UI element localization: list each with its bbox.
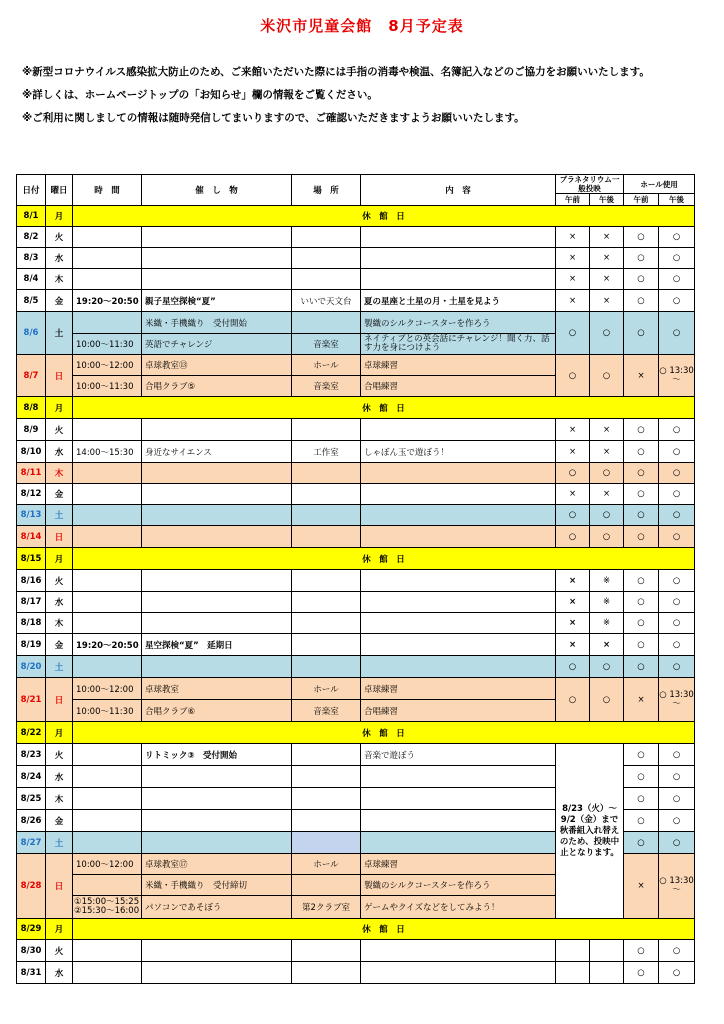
- weekday-cell: 木: [46, 788, 73, 810]
- header-weekday: 曜日: [46, 175, 73, 206]
- header-content: 内 容: [361, 175, 556, 206]
- date-cell: 8/21: [17, 678, 46, 722]
- content-cell: 合唱練習: [361, 700, 556, 722]
- mark-cell: ×: [556, 634, 590, 656]
- date-cell: 8/15: [17, 548, 46, 570]
- weekday-cell: 火: [46, 227, 73, 248]
- table-row: [17, 526, 695, 548]
- mark-cell: ○: [624, 463, 659, 484]
- date-cell: 8/16: [17, 570, 46, 592]
- mark-cell: ○: [659, 962, 695, 984]
- event-cell: 卓球教室⑬: [142, 355, 292, 376]
- time-cell: 10:00～11:30: [73, 700, 142, 722]
- weekday-cell: 金: [46, 810, 73, 832]
- mark-cell: ○: [556, 312, 590, 355]
- notice-2: ※詳しくは、ホームページトップの「お知らせ」欄の情報をご覧ください。: [22, 89, 378, 101]
- weekday-cell: 土: [46, 312, 73, 355]
- weekday-cell: 水: [46, 441, 73, 463]
- place-cell: いいで天文台: [292, 290, 361, 312]
- weekday-cell: 月: [46, 548, 73, 570]
- mark-cell: ○: [624, 269, 659, 290]
- mark-cell: ○: [556, 656, 590, 678]
- event-cell: 身近なサイエンス: [142, 441, 292, 463]
- mark-cell: ○: [659, 810, 695, 832]
- mark-cell: ○: [624, 634, 659, 656]
- weekday-cell: 水: [46, 592, 73, 613]
- header-hall-pm: 午後: [659, 194, 695, 206]
- mark-cell: ○: [624, 656, 659, 678]
- table-row: [17, 940, 695, 962]
- header-row: [17, 175, 695, 194]
- mark-cell: ○: [624, 940, 659, 962]
- date-cell: 8/4: [17, 269, 46, 290]
- mark-cell: ○: [624, 592, 659, 613]
- mark-cell: ○: [659, 441, 695, 463]
- place-cell: 音楽室: [292, 334, 361, 355]
- mark-cell: ×: [590, 227, 624, 248]
- mark-cell: ○: [624, 419, 659, 441]
- date-cell: 8/7: [17, 355, 46, 397]
- weekday-cell: 月: [46, 397, 73, 419]
- date-cell: 8/17: [17, 592, 46, 613]
- date-cell: 8/1: [17, 206, 46, 227]
- time-slot-2: ②15:30～16:00: [74, 906, 140, 916]
- event-cell: 合唱クラブ⑤: [142, 376, 292, 397]
- weekday-cell: 金: [46, 634, 73, 656]
- table-row: [17, 484, 695, 505]
- table-row: [17, 919, 695, 940]
- date-cell: 8/10: [17, 441, 46, 463]
- table-row: [17, 397, 695, 419]
- mark-cell: ×: [590, 419, 624, 441]
- mark-cell: ○: [556, 463, 590, 484]
- table-row: [17, 227, 695, 248]
- content-cell: 卓球練習: [361, 355, 556, 376]
- header-planetarium: プラネタリウム一般投映: [556, 175, 624, 194]
- table-row: [17, 613, 695, 634]
- mark-cell: ○: [659, 744, 695, 766]
- table-row: [17, 744, 695, 766]
- mark-cell: ○: [659, 269, 695, 290]
- content-cell: 音楽で遊ぼう: [361, 744, 556, 766]
- mark-cell: ×: [556, 227, 590, 248]
- mark-cell: ○: [556, 678, 590, 722]
- place-cell: ホール: [292, 355, 361, 376]
- closed-cell: 休 館 日: [73, 919, 695, 940]
- date-cell: 8/25: [17, 788, 46, 810]
- table-row: [17, 269, 695, 290]
- date-cell: 8/28: [17, 854, 46, 919]
- weekday-cell: 金: [46, 290, 73, 312]
- planetarium-note: 8/23（火）～9/2（金）まで秋番組入れ替えのため、投映中止となります。: [556, 744, 624, 919]
- hall-1330-cell: ○ 13:30 ～: [659, 678, 695, 722]
- header-hall: ホール使用: [624, 175, 695, 194]
- mark-cell: ○: [556, 526, 590, 548]
- date-cell: 8/26: [17, 810, 46, 832]
- mark-cell: ○: [659, 484, 695, 505]
- mark-cell: ○: [659, 290, 695, 312]
- table-row: [17, 570, 695, 592]
- event-cell: 米織・手機織り 受付締切: [142, 875, 292, 896]
- weekday-cell: 月: [46, 919, 73, 940]
- page-title: 米沢市児童会館 8月予定表: [260, 17, 464, 35]
- date-cell: 8/29: [17, 919, 46, 940]
- weekday-cell: 水: [46, 962, 73, 984]
- date-cell: 8/14: [17, 526, 46, 548]
- date-cell: 8/6: [17, 312, 46, 355]
- time-slot-1: ①15:00～15:25: [74, 897, 140, 907]
- mark-cell: ×: [556, 570, 590, 592]
- place-cell: ホール: [292, 854, 361, 875]
- mark-cell: ○: [659, 570, 695, 592]
- mark-cell: ×: [590, 484, 624, 505]
- mark-cell: ○: [624, 613, 659, 634]
- mark-cell: ※: [590, 570, 624, 592]
- time-cell: 10:00～11:30: [73, 376, 142, 397]
- place-cell: 工作室: [292, 441, 361, 463]
- mark-cell: ×: [624, 355, 659, 397]
- table-row: [17, 355, 695, 376]
- header-plan-am: 午前: [556, 194, 590, 206]
- mark-cell: ○: [624, 312, 659, 355]
- closed-cell: 休 館 日: [73, 397, 695, 419]
- mark-cell: ※: [590, 592, 624, 613]
- mark-cell: ○: [590, 505, 624, 526]
- date-cell: 8/31: [17, 962, 46, 984]
- content-cell: ゲームやクイズなどをしてみよう！: [361, 896, 556, 919]
- event-cell: 英語でチャレンジ: [142, 334, 292, 355]
- weekday-cell: 火: [46, 419, 73, 441]
- weekday-cell: 土: [46, 832, 73, 854]
- weekday-cell: 日: [46, 854, 73, 919]
- content-cell: 合唱練習: [361, 376, 556, 397]
- event-cell: 卓球教室: [142, 678, 292, 700]
- time-cell: 19:20～20:50: [73, 634, 142, 656]
- date-cell: 8/2: [17, 227, 46, 248]
- schedule-table: [16, 174, 695, 984]
- mark-cell: ○: [659, 248, 695, 269]
- notice-1: ※新型コロナウイルス感染拡大防止のため、ご来館いただいた際には手指の消毒や検温、名簿記入などのご協力をお願いいたします。: [22, 66, 650, 78]
- time-cell: 10:00～12:00: [73, 854, 142, 875]
- weekday-cell: 月: [46, 206, 73, 227]
- content-cell: 卓球練習: [361, 854, 556, 875]
- mark-cell: ×: [556, 269, 590, 290]
- header-date: 日付: [17, 175, 46, 206]
- event-cell: リトミック③ 受付開始: [142, 744, 292, 766]
- table-row: [17, 463, 695, 484]
- weekday-cell: 木: [46, 463, 73, 484]
- weekday-cell: 水: [46, 248, 73, 269]
- table-row: [17, 656, 695, 678]
- date-cell: 8/20: [17, 656, 46, 678]
- hall-1330-cell: ○ 13:30 ～: [659, 854, 695, 919]
- event-cell: 合唱クラブ⑥: [142, 700, 292, 722]
- weekday-cell: 日: [46, 678, 73, 722]
- mark-cell: ○: [659, 419, 695, 441]
- mark-cell: ○: [556, 355, 590, 397]
- content-cell: 夏の星座と土星の月・土星を見よう: [361, 290, 556, 312]
- mark-cell: ○: [624, 832, 659, 854]
- mark-cell: ×: [590, 269, 624, 290]
- content-cell: しゃぼん玉で遊ぼう！: [361, 441, 556, 463]
- notice-section: [22, 66, 682, 135]
- time-cell: [73, 896, 142, 919]
- mark-cell: ○: [659, 227, 695, 248]
- date-cell: 8/19: [17, 634, 46, 656]
- time-cell: 10:00～12:00: [73, 355, 142, 376]
- place-cell: 音楽室: [292, 376, 361, 397]
- mark-cell: ○: [659, 634, 695, 656]
- mark-cell: ○: [624, 766, 659, 788]
- table-row: [17, 290, 695, 312]
- mark-cell: ○: [659, 505, 695, 526]
- weekday-cell: 木: [46, 269, 73, 290]
- mark-cell: ×: [556, 290, 590, 312]
- place-cell: ホール: [292, 678, 361, 700]
- weekday-cell: 金: [46, 484, 73, 505]
- date-cell: 8/23: [17, 744, 46, 766]
- table-row: [17, 548, 695, 570]
- mark-cell: ○: [659, 613, 695, 634]
- weekday-cell: 水: [46, 766, 73, 788]
- mark-cell: ○: [624, 248, 659, 269]
- mark-cell: ○: [556, 505, 590, 526]
- mark-cell: ×: [590, 441, 624, 463]
- weekday-cell: 土: [46, 505, 73, 526]
- weekday-cell: 火: [46, 940, 73, 962]
- notice-3: ※ご利用に関しましての情報は随時発信してまいりますので、ご確認いただきますようお願いいたします。: [22, 112, 525, 124]
- date-cell: 8/18: [17, 613, 46, 634]
- mark-cell: ×: [590, 634, 624, 656]
- date-cell: 8/5: [17, 290, 46, 312]
- date-cell: 8/12: [17, 484, 46, 505]
- mark-cell: ×: [556, 613, 590, 634]
- event-cell: 米織・手機織り 受付開始: [142, 312, 292, 334]
- mark-cell: ○: [624, 810, 659, 832]
- mark-cell: ○: [659, 766, 695, 788]
- table-row: [17, 678, 695, 700]
- date-cell: 8/30: [17, 940, 46, 962]
- mark-cell: ○: [659, 312, 695, 355]
- header-time: 時 間: [73, 175, 142, 206]
- weekday-cell: 火: [46, 744, 73, 766]
- header-event: 催 し 物: [142, 175, 292, 206]
- date-cell: 8/22: [17, 722, 46, 744]
- mark-cell: ○: [624, 505, 659, 526]
- table-row: [17, 441, 695, 463]
- mark-cell: ○: [624, 484, 659, 505]
- mark-cell: ○: [659, 656, 695, 678]
- date-cell: 8/3: [17, 248, 46, 269]
- content-cell: 卓球練習: [361, 678, 556, 700]
- mark-cell: ○: [659, 592, 695, 613]
- header-plan-pm: 午後: [590, 194, 624, 206]
- date-cell: 8/24: [17, 766, 46, 788]
- mark-cell: ×: [590, 290, 624, 312]
- weekday-cell: 日: [46, 526, 73, 548]
- weekday-cell: 土: [46, 656, 73, 678]
- table-row: [17, 248, 695, 269]
- place-cell: 第2クラブ室: [292, 896, 361, 919]
- closed-cell: 休 館 日: [73, 548, 695, 570]
- table-row: [17, 505, 695, 526]
- mark-cell: ○: [624, 962, 659, 984]
- date-cell: 8/8: [17, 397, 46, 419]
- time-cell: 10:00～11:30: [73, 334, 142, 355]
- mark-cell: ×: [624, 854, 659, 919]
- content-cell: ネイティブとの英会話にチャレンジ！聞く力、話す力を身につけよう: [361, 334, 556, 355]
- mark-cell: ○: [659, 832, 695, 854]
- mark-cell: ○: [659, 463, 695, 484]
- mark-cell: ○: [624, 744, 659, 766]
- event-cell: 卓球教室⑰: [142, 854, 292, 875]
- mark-cell: ×: [590, 248, 624, 269]
- closed-cell: 休 館 日: [73, 722, 695, 744]
- mark-cell: ○: [624, 788, 659, 810]
- header-hall-am: 午前: [624, 194, 659, 206]
- event-cell: パソコンであそぼう: [142, 896, 292, 919]
- table-row: [17, 722, 695, 744]
- date-cell: 8/9: [17, 419, 46, 441]
- table-row: [17, 419, 695, 441]
- mark-cell: ×: [556, 484, 590, 505]
- mark-cell: ○: [659, 526, 695, 548]
- date-cell: 8/27: [17, 832, 46, 854]
- table-row: [17, 206, 695, 227]
- header-place: 場 所: [292, 175, 361, 206]
- table-row: [17, 312, 695, 334]
- weekday-cell: 日: [46, 355, 73, 397]
- mark-cell: ○: [624, 290, 659, 312]
- table-row: [17, 962, 695, 984]
- mark-cell: ×: [556, 592, 590, 613]
- mark-cell: ○: [624, 570, 659, 592]
- mark-cell: ○: [624, 526, 659, 548]
- mark-cell: ×: [556, 419, 590, 441]
- place-cell: 音楽室: [292, 700, 361, 722]
- mark-cell: ○: [590, 526, 624, 548]
- time-cell: 14:00～15:30: [73, 441, 142, 463]
- mark-cell: ○: [624, 441, 659, 463]
- content-cell: 製織のシルクコースターを作ろう: [361, 875, 556, 896]
- weekday-cell: 月: [46, 722, 73, 744]
- mark-cell: ○: [590, 656, 624, 678]
- mark-cell: ○: [659, 788, 695, 810]
- closed-cell: 休 館 日: [73, 206, 695, 227]
- mark-cell: ○: [590, 463, 624, 484]
- content-cell: 製織のシルクコースターを作ろう: [361, 312, 556, 334]
- mark-cell: ○: [590, 355, 624, 397]
- time-cell: 10:00～12:00: [73, 678, 142, 700]
- table-row: [17, 634, 695, 656]
- mark-cell: ※: [590, 613, 624, 634]
- table-row: [17, 592, 695, 613]
- date-cell: 8/11: [17, 463, 46, 484]
- mark-cell: ×: [556, 441, 590, 463]
- weekday-cell: 木: [46, 613, 73, 634]
- mark-cell: ○: [659, 940, 695, 962]
- mark-cell: ×: [624, 678, 659, 722]
- weekday-cell: 火: [46, 570, 73, 592]
- mark-cell: ○: [590, 312, 624, 355]
- time-cell: 19:20～20:50: [73, 290, 142, 312]
- hall-1330-cell: ○ 13:30 ～: [659, 355, 695, 397]
- date-cell: 8/13: [17, 505, 46, 526]
- event-cell: 星空探検“夏” 延期日: [142, 634, 292, 656]
- mark-cell: ×: [556, 248, 590, 269]
- event-cell: 親子星空探検“夏”: [142, 290, 292, 312]
- mark-cell: ○: [624, 227, 659, 248]
- mark-cell: ○: [590, 678, 624, 722]
